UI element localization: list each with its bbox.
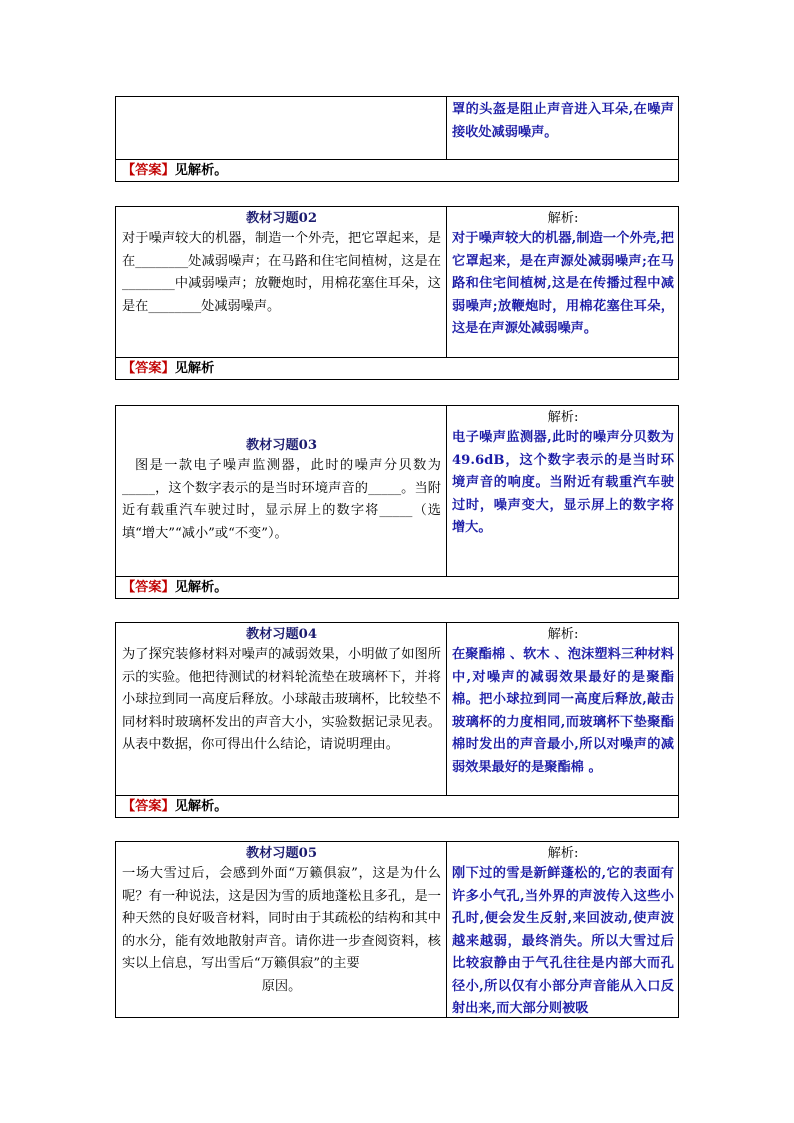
analysis-heading: 解析: [547, 410, 579, 425]
answer-text: 见解析。 [174, 163, 228, 178]
question-text: 对于噪声较大的机器，制造一个外壳，把它罩起来，是在________处减弱噪声；在马路和住宅间植树，这是在________中减弱噪声；放鞭炮时，用棉花塞住耳朵，这是在________处减弱噪声。 [122, 231, 441, 314]
analysis-text: 罩的头盔是阻止声音进入耳朵,在噪声接收处减弱噪声。 [452, 102, 674, 140]
question-cell [116, 842, 447, 1018]
analysis-text: 对于噪声较大的机器,制造一个外壳,把它罩起来，是在声源处减弱噪声;在马路和住宅间植树,这是在传播过程中减弱噪声;放鞭炮时，用棉花塞住耳朵，这是在声源处减弱噪声。 [452, 231, 674, 336]
question-text: 为了探究装修材料对噪声的减弱效果，小明做了如图所示的实验。他把待测试的材料轮流垫在玻璃杯下，并将小球拉到同一高度后释放。小球敲击玻璃杯，比较垫不同材料时玻璃杯发出的声音大小，实验数据记录见表。从表中数据，你可得出什么结论，请说明理由。 [122, 647, 441, 752]
exercise-title: 教材习题05 [245, 846, 318, 861]
block-4 [115, 622, 679, 818]
block-2 [115, 206, 679, 380]
block-1 [115, 96, 679, 182]
question-text-end: 原因。 [261, 978, 302, 994]
answer-row [116, 159, 678, 181]
answer-row [116, 576, 678, 598]
answer-row [116, 357, 678, 379]
question-cell [116, 406, 447, 576]
analysis-cell [447, 842, 678, 1018]
analysis-text: 电子噪声监测器,此时的噪声分贝数为49.6dB，这个数字表示的是当时环境声音的响度。当附近有载重汽车驶过时，噪声变大，显示屏上的数字将增大。 [452, 430, 674, 535]
question-text: 一场大雪过后，会感到外面“万籁俱寂”，这是为什么呢？有一种说法，这是因为雪的质地蓬松且多孔，是一种天然的良好吸音材料，同时由于其疏松的结构和其中的水分，能有效地散射声音。请你进一步查阅资料，核实以上信息，写出雪后“万籁俱寂”的主要 [122, 866, 441, 971]
question-cell [116, 623, 447, 795]
answer-text: 见解析 [174, 361, 215, 376]
question-cell-empty [116, 97, 447, 159]
question-cell [116, 207, 447, 357]
analysis-text: 在聚酯棉 、软木 、泡沫塑料三种材料中,对噪声的减弱效果最好的是聚酯棉。把小球拉到同一高度后释放,敲击玻璃杯的力度相同,而玻璃杯下垫聚酯棉时发出的声音最小,所以对噪声的减弱效果最好的是聚酯棉 。 [452, 647, 674, 775]
answer-tag: 【答案】 [122, 580, 175, 595]
block-3 [115, 405, 679, 599]
answer-text: 见解析。 [174, 799, 228, 814]
analysis-heading: 解析: [547, 627, 579, 642]
analysis-heading: 解析: [547, 211, 579, 226]
exercise-title: 教材习题03 [245, 438, 318, 453]
analysis-cell [447, 207, 678, 357]
block-5 [115, 841, 679, 1018]
analysis-cell [447, 623, 678, 795]
answer-row [116, 795, 678, 817]
analysis-heading: 解析: [547, 846, 579, 861]
analysis-cell [447, 97, 678, 159]
exercise-title: 教材习题02 [245, 211, 318, 226]
question-text: 图是一款电子噪声监测器，此时的噪声分贝数为_____，这个数字表示的是当时环境声音的_____。当附近有载重汽车驶过时，显示屏上的数字将_____（选填“增大”“减小”或“不变”）。 [122, 458, 441, 541]
exercise-title: 教材习题04 [245, 627, 318, 642]
answer-text: 见解析。 [174, 580, 228, 595]
answer-tag: 【答案】 [122, 361, 175, 376]
answer-tag: 【答案】 [122, 799, 175, 814]
analysis-text: 刚下过的雪是新鲜蓬松的,它的表面有许多小气孔,当外界的声波传入这些小孔时,便会发生反射,来回波动,使声波越来越弱，最终消失。所以大雪过后比较寂静由于气孔往往是内部大而孔径小,所以仅有小部分声音能从入口反射出来,而大部分则被吸 [452, 866, 674, 1016]
answer-tag: 【答案】 [122, 163, 175, 178]
analysis-cell [447, 406, 678, 576]
